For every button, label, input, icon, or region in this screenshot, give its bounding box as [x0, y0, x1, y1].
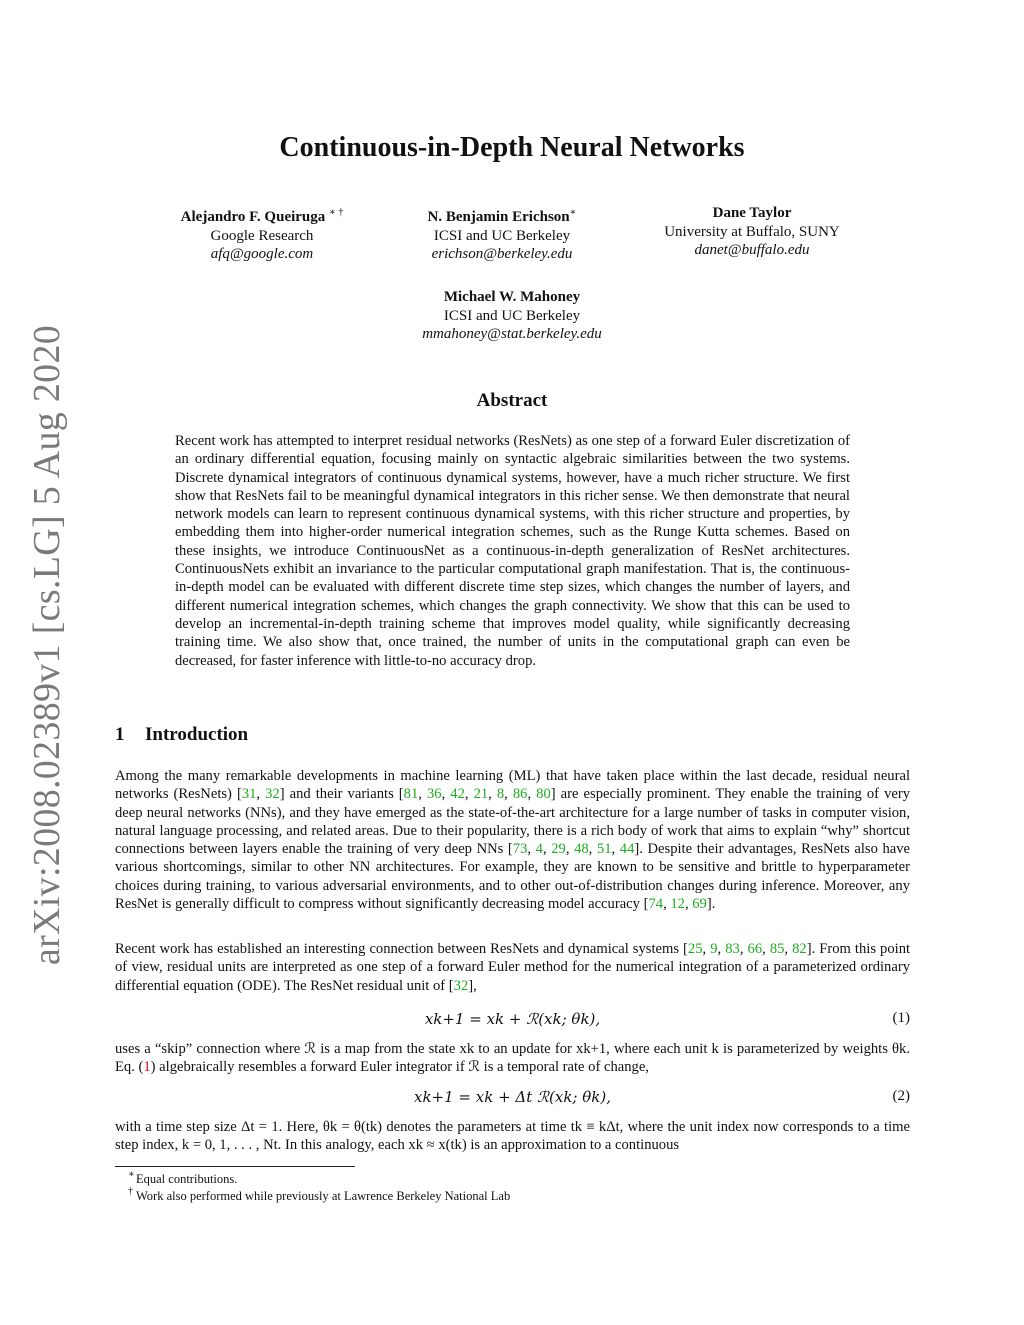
author-name: Alejandro F. Queiruga [180, 209, 326, 225]
citation-link[interactable]: 32 [453, 977, 469, 994]
section-number: 1 [115, 724, 125, 745]
citation-link[interactable]: 29 [551, 841, 566, 858]
footnote-text: Equal contributions. [136, 1172, 238, 1186]
author-block [382, 204, 622, 264]
citation-link[interactable]: 80 [536, 786, 551, 803]
footnote [128, 1186, 511, 1204]
citation-link[interactable]: 69 [692, 896, 707, 913]
author-email: afq@google.com [210, 246, 314, 262]
citation-link[interactable]: 51 [596, 841, 612, 858]
arxiv-identifier-stamp: arXiv:2008.02389v1 [cs.LG] 5 Aug 2020 [26, 324, 68, 966]
intro-paragraph-4: with a time step size Δt = 1. Here, θk = θ(tk) denotes the parameters at time tk ≡ kΔt, where the unit index now corresponds to a time step index, k = 0, 1, . . . , Nt. In this analogy, each xk ≈ x(tk) is an approximation to a continuous [115, 1119, 910, 1154]
section-title: Introduction [145, 724, 249, 745]
citation-link[interactable]: 86 [512, 786, 528, 803]
author-name: Michael W. Mahoney [443, 289, 581, 305]
citation-link[interactable]: 9 [710, 941, 718, 957]
intro-paragraph-1: Among the many remarkable developments in machine learning (ML) that have taken place within the last decade, residual neural networks (ResNets) [31, 32] and their variants [81, 36, 42, 21, 8, 86, 80] are especially prominent. They enable the training of very deep neural networks (NNs), and they have emerged as the state-of-the-art architecture for a large number of tasks in computer vision, natural language processing, and related areas. Due to their popularity, there is a rich body of work that aims to explain “why” shortcut connections between layers enable the training of very deep NNs [73, 4, 29, 48, 51, 44]. Despite their advantages, ResNets also have various shortcomings, similar to other NN architectures. For example, they are known to be sensitive and brittle to hyperparameter choices during training, to various adversarial environments, and to other out-of-distribution changes during inference. Moreover, any ResNet is generally difficult to compress without significantly decreasing model accuracy [74, 12, 69]. [115, 768, 911, 913]
citation-link[interactable]: 73 [512, 841, 528, 858]
citation-link[interactable]: 81 [403, 786, 419, 803]
footnote-divider [115, 1166, 355, 1167]
citation-link[interactable]: 85 [769, 941, 785, 957]
author-affiliation: ICSI and UC Berkeley [443, 307, 581, 324]
footnote-mark: ∗ [128, 1169, 135, 1180]
equation-1 [115, 1010, 910, 1028]
abstract-heading: Abstract [476, 390, 548, 411]
author-affiliation: University at Buffalo, SUNY [664, 223, 840, 240]
author-name: N. Benjamin Erichson [427, 209, 570, 225]
equation-reference-link[interactable]: 1 [143, 1059, 151, 1076]
citation-link[interactable]: 48 [574, 841, 589, 858]
author-affiliation: Google Research [210, 227, 314, 244]
equation-body: xk+1 = xk + ℛ(xk; θk), [424, 1010, 601, 1028]
paper-title: Continuous-in-Depth Neural Networks [279, 132, 745, 163]
citation-link[interactable]: 31 [241, 786, 257, 803]
intro-paragraph-3: uses a “skip” connection where ℛ is a map from the state xk to an update for xk+1, where each unit k is parameterized by weights θk. Eq. (1) algebraically resembles a forward Euler integrator if ℛ is a temporal rate of change, [115, 1041, 910, 1076]
citation-link[interactable]: 21 [473, 786, 489, 803]
author-footnote-marks: ∗ [569, 207, 577, 218]
author-footnote-marks: ∗ † [329, 207, 344, 218]
footnote-mark: † [128, 1186, 133, 1197]
equation-number: (2) [892, 1088, 910, 1104]
author-affiliation: ICSI and UC Berkeley [433, 227, 571, 244]
author-email: erichson@berkeley.edu [431, 246, 573, 262]
author-email: danet@buffalo.edu [694, 242, 810, 258]
author-email: mmahoney@stat.berkeley.edu [422, 326, 602, 342]
citation-link[interactable]: 25 [687, 941, 703, 957]
citation-link[interactable]: 83 [725, 941, 740, 957]
footnote-text: Work also performed while previously at Lawrence Berkeley National Lab [136, 1189, 511, 1203]
author-name: Dane Taylor [712, 205, 792, 221]
citation-link[interactable]: 82 [792, 941, 807, 957]
citation-link[interactable]: 32 [265, 786, 280, 803]
citation-link[interactable]: 12 [670, 896, 685, 913]
citation-link[interactable]: 44 [619, 841, 635, 858]
citation-link[interactable]: 74 [648, 896, 664, 913]
footnote [128, 1169, 238, 1187]
author-block [142, 204, 382, 264]
citation-link[interactable]: 66 [747, 941, 763, 957]
author-block [632, 204, 872, 260]
section-heading [115, 724, 248, 746]
intro-paragraph-2: Recent work has established an interesting connection between ResNets and dynamical systems [25, 9, 83, 66, 85, 82]. From this point of view, residual units are interpreted as one step of a forward Euler method for the numerical integration of a parameterized ordinary differential equation (ODE). The ResNet residual unit of [32], [115, 941, 911, 994]
equation-body: xk+1 = xk + Δt ℛ(xk; θk), [414, 1088, 611, 1106]
author-block [392, 288, 632, 344]
citation-link[interactable]: 36 [426, 786, 442, 803]
citation-link[interactable]: 8 [496, 786, 505, 803]
citation-link[interactable]: 4 [535, 841, 543, 858]
equation-number: (1) [892, 1010, 910, 1026]
equation-2 [115, 1088, 910, 1106]
citation-link[interactable]: 42 [450, 786, 465, 803]
abstract-text: Recent work has attempted to interpret residual networks (ResNets) as one step of a forward Euler discretization of an ordinary differential equation, focusing mainly on syntactic algebraic similarities between the two systems. Discrete dynamical integrators of continuous dynamical systems, however, have a much richer structure. We first show that ResNets fail to be meaningful dynamical integrators in this richer sense. We then demonstrate that neural network models can learn to represent continuous dynamical systems, with this richer structure and properties, by embedding them into higher-order numerical integration schemes, such as the Runge Kutta schemes. Based on these insights, we introduce ContinuousNet as a continuous-in-depth generalization of ResNet architectures. ContinuousNets exhibit an invariance to the particular computational graph manifestation. That is, the continuous-in-depth model can be evaluated with different discrete time step sizes, which changes the number of layers, and different numerical integration schemes, which changes the graph connectivity. We show that this can be used to develop an incremental-in-depth training scheme that improves model quality, while significantly decreasing training time. We also show that, once trained, the number of units in the computational graph can even be decreased, for faster inference with little-to-no accuracy drop. [175, 433, 850, 669]
